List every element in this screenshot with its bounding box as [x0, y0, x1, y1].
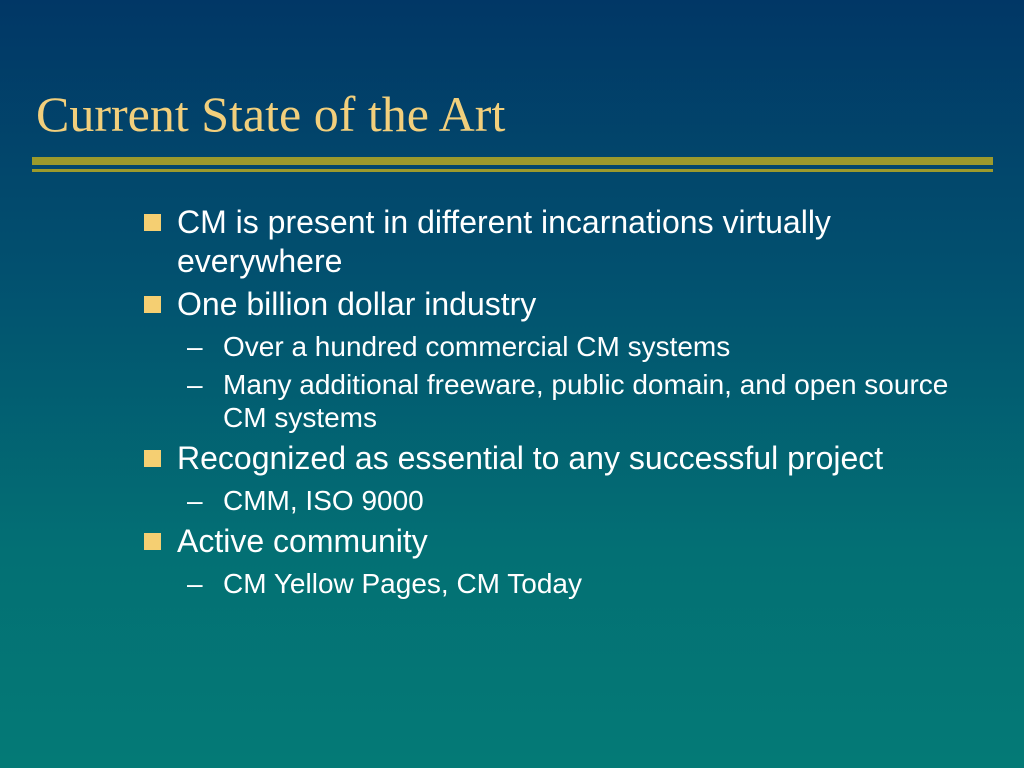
bullet-item	[142, 203, 992, 281]
square-bullet-icon	[144, 296, 161, 313]
sub-bullet-text: CM Yellow Pages, CM Today	[223, 568, 582, 599]
slide-title: Current State of the Art	[36, 86, 506, 142]
bullet-list	[142, 203, 992, 605]
sub-bullet-item	[187, 330, 992, 363]
sub-bullet-text: Many additional freeware, public domain, and open source CM systems	[223, 369, 949, 433]
sub-bullet-list	[187, 478, 992, 517]
bullet-item	[142, 285, 992, 434]
bullet-item	[142, 439, 992, 517]
dash-bullet-icon: –	[187, 568, 203, 599]
bullet-text: One billion dollar industry	[177, 286, 537, 322]
sub-bullet-list	[187, 324, 992, 434]
bullet-text: Active community	[177, 523, 428, 559]
sub-bullet-text: CMM, ISO 9000	[223, 485, 424, 516]
title-rule-thick	[32, 157, 993, 165]
sub-bullet-item	[187, 567, 992, 600]
sub-bullet-text: Over a hundred commercial CM systems	[223, 331, 731, 362]
bullet-text: CM is present in different incarnations virtually everywhere	[177, 204, 831, 279]
square-bullet-icon	[144, 214, 161, 231]
bullet-text: Recognized as essential to any successful project	[177, 440, 884, 476]
dash-bullet-icon: –	[187, 369, 203, 400]
sub-bullet-list	[187, 561, 992, 600]
dash-bullet-icon: –	[187, 331, 203, 362]
square-bullet-icon	[144, 533, 161, 550]
square-bullet-icon	[144, 450, 161, 467]
sub-bullet-item	[187, 484, 992, 517]
dash-bullet-icon: –	[187, 485, 203, 516]
sub-bullet-item	[187, 368, 992, 434]
bullet-item	[142, 522, 992, 600]
title-rule-thin	[32, 169, 993, 172]
